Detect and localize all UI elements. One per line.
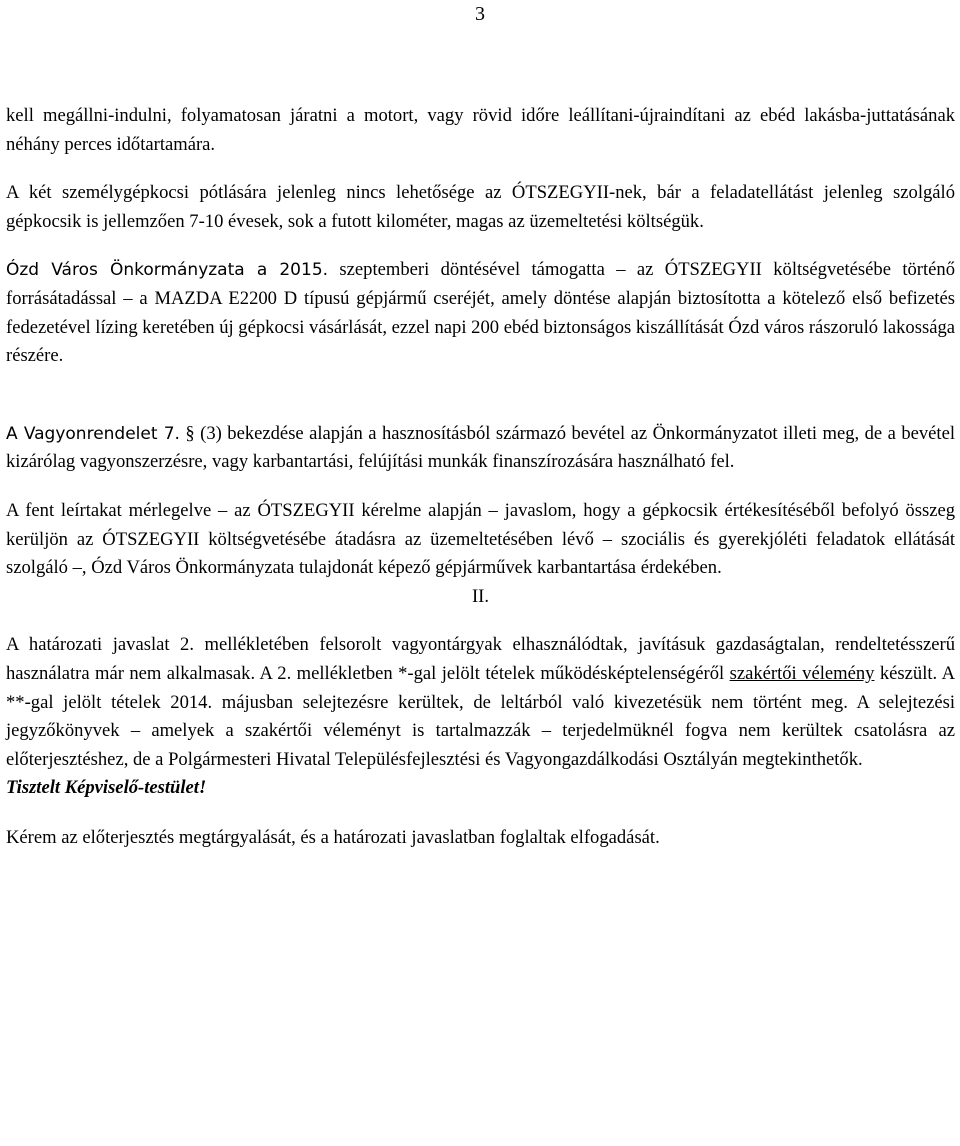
section-heading: II.: [471, 585, 490, 607]
expert-opinion-underlined: szakértői vélemény: [729, 662, 875, 684]
paragraph-3: [6, 256, 955, 370]
page-number: 3: [475, 3, 485, 25]
paragraph-2: A két személygépkocsi pótlására jelenleg nincs lehetősége az ÓTSZEGYII-nek, bár a feladatellátást jelenleg szolgáló gépkocsik is jellemzően 7-10 évesek, sok a futott kilométer, magas az üzemeltetési költségük.: [6, 182, 955, 232]
paragraph-5: A fent leírtakat mérlegelve – az ÓTSZEGYII kérelme alapján – javaslom, hogy a gépkocsik értékesítéséből befolyó összeg kerüljön az ÓTSZEGYII költségvetésébe átadásra az üzemeltetésében lévő – szociális és gyerekjóléti feladatok ellátását szolgáló –, Ózd Város Önkormányzata tulajdonát képező gépjárművek karbantartása érdekében.: [6, 499, 955, 579]
closing-paragraph: Kérem az előterjesztés megtárgyalását, és a határozati javaslatban foglaltak elfogadását.: [6, 826, 660, 848]
paragraph-4-rest: § (3) bekezdése alapján a hasznosításból származó bevétel az Önkormányzatot illeti meg, de a bevétel kizárólag vagyonszerzésre, vagy karbantartási, felújítási munkák finanszírozására használható fel.: [6, 422, 956, 473]
paragraph-6-after: készült. A **-gal jelölt tételek 2014. májusban selejtezésre kerültek, de leltárból való kivezetésük nem történt meg. A selejtezési jegyzőkönyvek – amelyek a szakértői véleményt is tartalmazzák – terjedelmüknél fogva nem kerültek csatolásra az előterjesztéshez, de a Polgármesteri Hivatal Településfejlesztési és Vagyongazdálkodási Osztályán megtekinthetők.: [6, 662, 956, 770]
paragraph-1: kell megállni-indulni, folyamatosan járatni a motort, vagy rövid időre leállítani-újraindítani az ebéd lakásba-juttatásának néhány perces időtartamára.: [6, 105, 955, 155]
paragraph-6-before: A határozati javaslat 2. mellékletében felsorolt vagyontárgyak elhasználódtak, javításuk gazdaságtalan, rendeltetésszerű használatra már nem alkalmasak. A 2. mellékletben *-gal jelölt tételek működésképtelenségéről: [6, 634, 955, 684]
paragraph-6: [6, 631, 955, 774]
salutation: Tisztelt Képviselő-testület!: [6, 777, 207, 799]
paragraph-4-lead: A Vagyonrendelet 7.: [6, 423, 180, 444]
paragraph-3-lead: Ózd Város Önkormányzata a 2015.: [6, 260, 329, 281]
paragraph-4: [6, 420, 955, 477]
document-body: [6, 102, 955, 852]
paragraph-3-rest: szeptemberi döntésével támogatta – az ÓTSZEGYII költségvetésébe történő forrásátadással – a MAZDA E2200 D típusú gépjármű cseréjét, amely döntése alapján biztosította a kötelező első befizetés fedezetével lízing keretében új gépkocsi vásárlását, ezzel napi 200 ebéd biztonságos kiszállítását Ózd város rászoruló lakossága részére.: [6, 259, 955, 367]
